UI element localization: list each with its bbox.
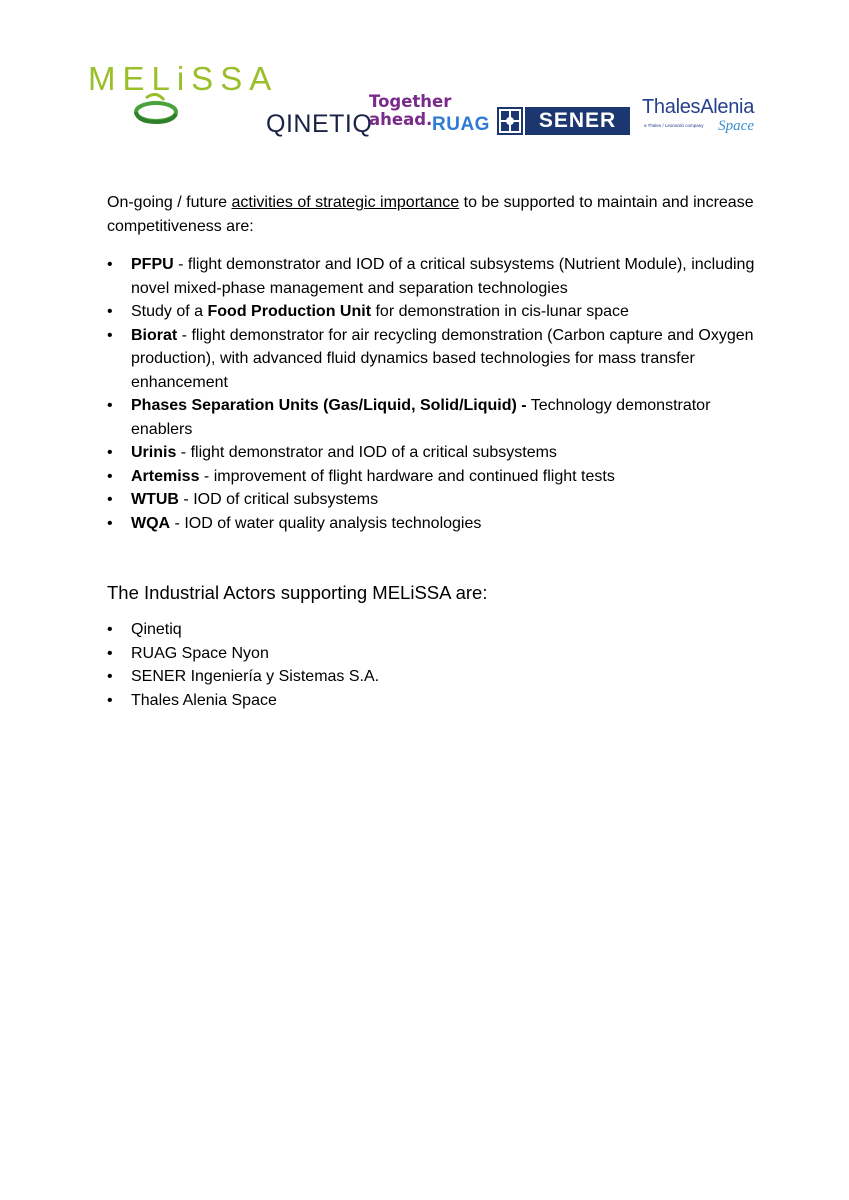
list-item — [107, 512, 767, 536]
activity-description: - flight demonstrator and IOD of a critical subsystems — [176, 444, 557, 461]
list-item — [107, 465, 767, 489]
ruag-logo: RUAG — [432, 114, 490, 135]
thales-main-text: ThalesAlenia — [642, 96, 755, 118]
list-item: • RUAG Space Nyon — [107, 642, 767, 666]
activity-name: Biorat — [131, 326, 178, 344]
actors-list — [107, 618, 767, 712]
thales-alenia-space-logo — [642, 96, 757, 138]
activity-description: - flight demonstrator and IOD of a critical subsystems (Nutrient Module), including novel mixed-phase management and separation technologies — [131, 256, 755, 297]
list-item — [107, 253, 767, 300]
activity-name: Phases Separation Units (Gas/Liquid, Solid/Liquid) - — [131, 397, 527, 414]
list-item — [107, 441, 767, 465]
activity-name: Food Production Unit — [207, 303, 372, 320]
list-item — [107, 394, 767, 441]
activity-name: WTUB — [131, 491, 179, 508]
document-body — [107, 191, 767, 712]
melissa-swoosh-icon — [128, 88, 188, 128]
activity-description: - improvement of flight hardware and continued flight tests — [199, 467, 615, 485]
activity-description: - IOD of water quality analysis technologies — [170, 514, 482, 532]
together-line1: Together — [369, 92, 452, 111]
melissa-logo-text: MELiSSA — [88, 60, 279, 97]
sener-logo-text: SENER — [525, 107, 630, 135]
thales-sub-text: a Thales / Leonardo company — [644, 123, 704, 128]
intro-prefix: On-going / future — [107, 194, 232, 211]
sener-emblem-icon — [497, 107, 523, 135]
actors-heading: The Industrial Actors supporting MELiSSA are: — [107, 582, 488, 603]
sener-logo — [497, 107, 630, 135]
activity-description: Technology demonstrator enablers — [131, 397, 711, 438]
activity-name: PFPU — [131, 256, 174, 273]
list-item — [107, 488, 767, 512]
together-line2: ahead. — [369, 110, 433, 129]
activity-name: WQA — [131, 514, 171, 532]
thales-space-text: Space — [718, 118, 754, 134]
melissa-logo — [88, 58, 279, 128]
list-item — [107, 324, 767, 395]
list-item: • SENER Ingeniería y Sistemas S.A. — [107, 665, 767, 689]
activity-description: - IOD of critical subsystems — [178, 491, 379, 508]
intro-paragraph — [107, 191, 767, 238]
activity-prefix: Study of a — [131, 303, 208, 320]
intro-suffix: to be supported to maintain and increase competitiveness are: — [107, 194, 754, 235]
activity-name: Urinis — [131, 444, 177, 461]
activities-list — [107, 253, 767, 535]
activity-description: - flight demonstrator for air recycling demonstration (Carbon capture and Oxygen production), with advanced fluid dynamics based technologies for mass transfer enhancement — [131, 326, 754, 391]
activity-name: Artemiss — [131, 467, 200, 485]
activity-description: for demonstration in cis-lunar space — [371, 303, 629, 320]
list-item: • Qinetiq — [107, 618, 767, 642]
intro-underlined: activities of strategic importance — [231, 194, 460, 211]
list-item: • Thales Alenia Space — [107, 689, 767, 713]
qinetiq-logo: QINETIQ — [266, 110, 373, 138]
list-item — [107, 300, 767, 324]
